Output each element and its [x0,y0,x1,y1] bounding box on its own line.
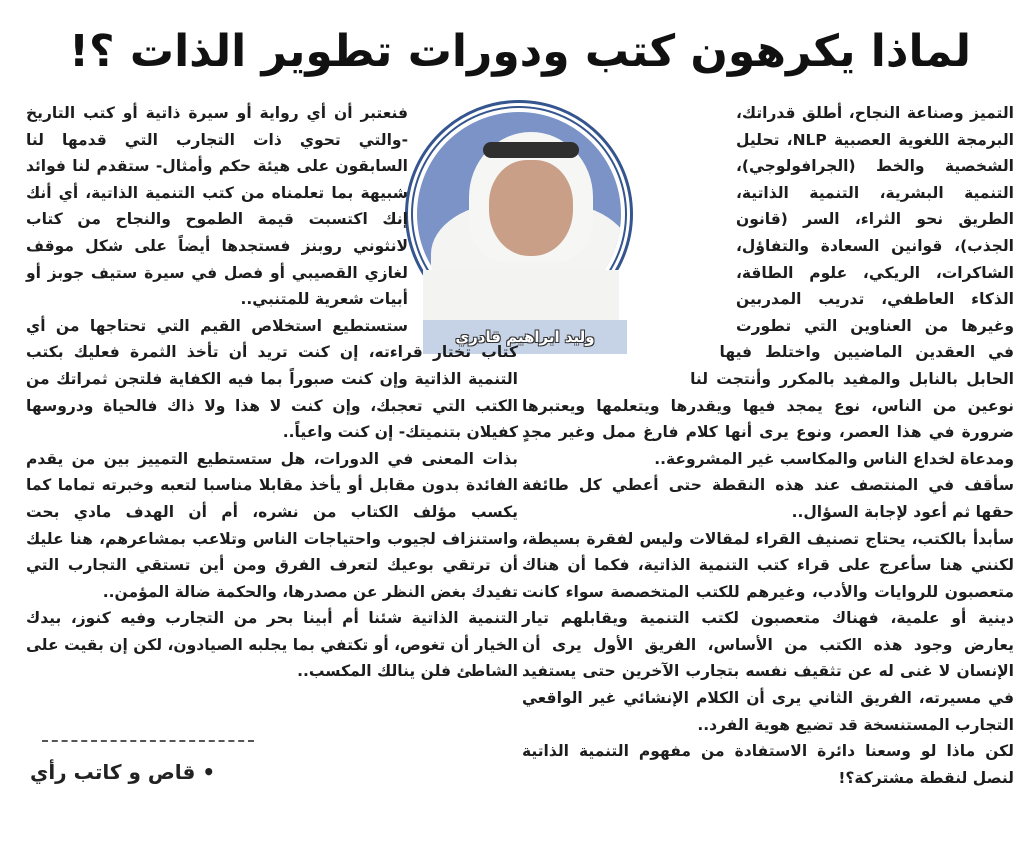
paragraph: ستستطيع استخلاص القيم التي تحتاجها من أي كتاب تختار قراءته، إن كنت تريد أن تأخذ الثمرة فعليك بكتب التنمية الذاتية وإن كنت صبوراً بما فيه الكفاية فلتجن ثمراتك من الكتب التي تعجبك، وإن كنت لا هذا ولا ذاك فالحياة ودروسها كفيلان بتنميتك- إن كنت واعياً.. [26,316,518,442]
photo-wrap-space [408,100,518,314]
author-name-caption: وليد ابراهيم قادري [423,320,627,354]
photo-wrap-space [522,100,736,392]
article-headline: لماذا يكرهون كتب ودورات تطوير الذات ؟! [68,26,972,77]
article-column-left [26,100,518,685]
paragraph: التنمية الذاتية شئنا أم أبينا بحر من التجارب وفيه كنوز، بيدك الخيار أن تغوص، أو تكتفي بما يجلبه الصيادون، لكن إن بقيت على الشاطئ فلن ينالك المكسب.. [26,609,518,681]
paragraph: التميز وصناعة النجاح، أطلق قدراتك، البرمجة اللغوية العصبية NLP، تحليل الشخصية والخط (الجرافولوجي)، التنمية البشرية، التنمية الذاتية، الطريق نحو الثراء، السر (قانون الجذب)، قوانين السعادة والتفاؤل، الشاكرات، الريكي، علوم الطاقة، الذكاء العاطفي، تدريب المدربين وغيرها من العناوين التي تطورت في العقدين الماضيين واختلط فيها الحابل بالنابل والمفيد بالمكرر وأنتجت لنا نوعين من الناس، نوع يمجد فيها ويقدرها ويتعلمها ويعتبرها ضرورة في هذا العصر، ونوع يرى أنها كلام فارغ ممل وغير مجدٍ ومدعاة لخداع الناس والمكاسب غير المشروعة.. [522,104,1014,468]
paragraph: سأقف في المنتصف عند هذه النقطة حتى أعطي كل طائفة حقها ثم أعود لإجابة السؤال.. [522,476,1014,521]
author-byline: • قاص و كاتب رأي [30,760,216,784]
paragraph: سأبدأ بالكتب، يحتاج تصنيف القراء لمقالات وليس لفقرة بسيطة، لكنني هنا سأعرج على قراء كتب التنمية الذاتية، فكما أن هناك متعصبون للروايات والأدب، وغيرهم للكتب المتخصصة سواء كانت دينية أو علمية، فهناك متعصبون لكتب التنمية ويقابلهم تيار يعارض وجود هذه الكتب من الأساس، الفريق الأول يرى أن الإنسان لا غنى له عن تثقيف نفسه بتجارب الآخرين حتى يستفيد في مسيرته، الفريق الثاني يرى أن الكلام الإنشائي غير الواقعي التجارب المستنسخة قد تضيع هوية الفرد.. [522,529,1014,734]
article-column-right [522,100,1014,791]
dashed-divider [42,740,254,742]
paragraph: لكن ماذا لو وسعنا دائرة الاستفادة من مفهوم التنمية الذاتية لنصل لنقطة مشتركة؟! [522,742,1014,787]
paragraph: فنعتبر أن أي رواية أو سيرة ذاتية أو كتب التاريخ -والتي تحوي ذات التجارب التي قدمها لنا السابقون على هيئة حكم وأمثال- ستقدم لنا فوائد شبيهة بما تعلمناه من كتب التنمية الذاتية، أي أنك إنك اكتسبت قيمة الطموح والنجاح من كتاب لانثوني روبنز فستجدها أيضاً على شكل موقف لغازي القصيبي أو فصل في سيرة ستيف جوبز أو أبيات شعرية للمتنبي.. [26,104,408,309]
paragraph: بذات المعنى في الدورات، هل ستستطيع التمييز بين من يقدم الفائدة بدون مقابل أو يأخذ مقابلا مناسبا لتعبه وخبرته تماما كما يكسب مؤلف الكتاب من نشره، أم أن الهدف مادي بحت واستنزاف لجيوب واحتياجات الناس وتلاعب بمشاعرهم، هنا عليك أن ترتقي بوعيك لتعرف الفرق ومن أين تستقي التجارب التي تفيدك بغض النظر عن مصدرها، والحكمة ضالة المؤمن.. [26,449,518,601]
